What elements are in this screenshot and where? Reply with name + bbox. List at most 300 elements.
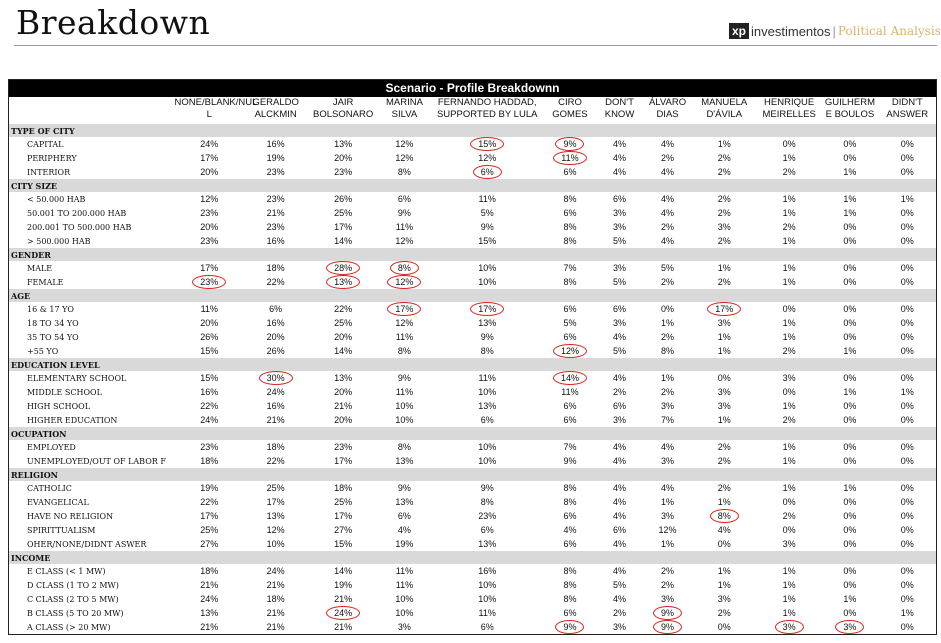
table-cell: 3%	[717, 401, 731, 411]
column-header: CIRO GOMES	[552, 97, 588, 120]
table-cell: 19%	[266, 153, 285, 163]
category-row	[9, 248, 936, 261]
table-cell: 2%	[717, 208, 731, 218]
table-cell: 4%	[661, 442, 675, 452]
table-cell: 21%	[200, 580, 219, 590]
table-cell	[379, 275, 430, 289]
table-row	[9, 440, 936, 454]
table-cell: 0%	[843, 580, 857, 590]
table-cell: 11%	[478, 608, 496, 618]
table-cell: 8%	[397, 346, 411, 356]
brand-logo	[729, 23, 941, 39]
table-row	[9, 344, 936, 358]
table-cell: 18%	[334, 483, 353, 493]
row-label: 18 TO 34 YO	[27, 318, 79, 328]
table-cell: 10%	[478, 277, 497, 287]
table-cell: 0%	[843, 263, 857, 273]
breakdown-table-frame	[8, 79, 937, 635]
category-label: RELIGION	[9, 468, 936, 481]
table-cell: 8%	[563, 566, 577, 576]
table-cell: 18%	[200, 566, 219, 576]
highlight-circle: 13%	[326, 275, 360, 289]
table-cell: 4%	[613, 566, 627, 576]
row-label: OHER/NONE/DIDNT ASWER	[27, 539, 147, 549]
table-cell: 0%	[900, 318, 914, 328]
table-cell: 24%	[200, 415, 219, 425]
table-cell: 12%	[478, 153, 497, 163]
table-cell: 2%	[613, 608, 627, 618]
logo-text: investimentos	[751, 23, 831, 39]
table-cell: 20%	[334, 387, 353, 397]
table-row	[9, 578, 936, 592]
table-cell: 11%	[478, 194, 496, 204]
table-cell: 4%	[717, 525, 731, 535]
row-label: FEMALE	[27, 277, 64, 287]
table-cell: 12%	[658, 525, 677, 535]
table-cell: 0%	[900, 401, 914, 411]
table-cell: 0%	[900, 483, 914, 493]
table-cell: 4%	[613, 442, 627, 452]
table-cell: 11%	[478, 373, 496, 383]
table-cell: 2%	[717, 167, 731, 177]
table-cell: 0%	[900, 346, 914, 356]
table-cell: 1%	[782, 277, 796, 287]
table-cell: 22%	[266, 277, 285, 287]
table-cell: 15%	[200, 346, 219, 356]
table-cell: 1%	[900, 194, 914, 204]
table-cell: 22%	[200, 497, 219, 507]
table-cell: 3%	[661, 511, 675, 521]
table-cell: 5%	[613, 277, 627, 287]
table-cell: 2%	[782, 346, 796, 356]
table-cell: 23%	[200, 236, 219, 246]
table-cell: 8%	[397, 167, 411, 177]
table-cell: 0%	[900, 539, 914, 549]
table-cell: 1%	[717, 566, 731, 576]
table-cell: 6%	[563, 415, 577, 425]
table-cell: 0%	[843, 236, 857, 246]
table-row	[9, 523, 936, 537]
table-cell: 4%	[661, 139, 675, 149]
table-cell: 20%	[334, 415, 353, 425]
table-cell	[430, 302, 544, 316]
table-cell: 18%	[266, 594, 285, 604]
table-cell: 3%	[661, 594, 675, 604]
table-cell: 17%	[334, 511, 353, 521]
highlight-circle: 17%	[470, 302, 504, 316]
table-cell: 14%	[334, 236, 353, 246]
column-header: NONE/BLANK/NUL L	[174, 97, 258, 120]
table-row	[9, 192, 936, 206]
table-cell	[644, 606, 692, 620]
table-cell: 8%	[563, 222, 577, 232]
category-label: GENDER	[9, 248, 936, 261]
table-cell: 1%	[782, 566, 796, 576]
table-row	[9, 330, 936, 344]
table-cell: 12%	[395, 139, 414, 149]
table-cell: 6%	[480, 415, 494, 425]
table-cell: 0%	[843, 222, 857, 232]
table-cell: 17%	[334, 456, 353, 466]
table-cell: 0%	[843, 456, 857, 466]
table-row	[9, 537, 936, 551]
table-cell: 4%	[613, 167, 627, 177]
table-cell: 4%	[613, 139, 627, 149]
table-cell: 16%	[200, 387, 219, 397]
table-cell: 17%	[200, 263, 219, 273]
table-cell: 3%	[782, 539, 796, 549]
table-cell: 13%	[478, 318, 497, 328]
table-cell: 1%	[661, 318, 675, 328]
highlight-circle: 30%	[259, 371, 293, 385]
table-cell: 0%	[900, 497, 914, 507]
row-label: UNEMPLOYED/OUT OF LABOR F	[27, 456, 166, 466]
table-cell: 4%	[613, 373, 627, 383]
table-cell: 1%	[717, 346, 731, 356]
table-row	[9, 137, 936, 151]
table-row	[9, 165, 936, 179]
table-cell: 0%	[843, 277, 857, 287]
table-row	[9, 495, 936, 509]
table-cell: 8%	[480, 497, 494, 507]
table-cell: 16%	[266, 139, 285, 149]
table-cell: 6%	[397, 511, 411, 521]
table-cell: 1%	[661, 373, 675, 383]
table-cell: 2%	[661, 277, 675, 287]
column-header: FERNANDO HADDAD, SUPPORTED BY LULA	[436, 97, 538, 120]
table-cell: 13%	[266, 511, 285, 521]
table-cell: 0%	[782, 525, 796, 535]
table-cell: 2%	[782, 415, 796, 425]
table-cell: 15%	[200, 373, 219, 383]
table-cell: 1%	[782, 236, 796, 246]
table-cell: 4%	[613, 539, 627, 549]
table-cell: 21%	[266, 608, 285, 618]
table-cell: 8%	[563, 236, 577, 246]
table-cell: 2%	[661, 332, 675, 342]
table-cell: 11%	[395, 222, 414, 232]
table-cell: 1%	[782, 456, 796, 466]
table-cell: 0%	[900, 580, 914, 590]
title-divider	[14, 45, 937, 46]
table-cell: 0%	[900, 511, 914, 521]
table-cell: 2%	[782, 167, 796, 177]
table-cell: 21%	[266, 580, 285, 590]
table-cell: 5%	[661, 263, 675, 273]
table-cell: 12%	[395, 318, 414, 328]
table-cell: 5%	[613, 580, 627, 590]
table-cell: 14%	[334, 566, 353, 576]
table-cell: 11%	[395, 387, 414, 397]
table-cell: 9%	[480, 332, 494, 342]
row-label: SPIRITTUALISM	[27, 525, 96, 535]
row-label: INTERIOR	[27, 167, 71, 177]
table-cell: 2%	[782, 222, 796, 232]
table-cell: 22%	[200, 401, 219, 411]
column-header: DON'T KNOW	[604, 97, 635, 120]
table-cell: 26%	[200, 332, 219, 342]
table-cell: 23%	[266, 167, 285, 177]
table-cell: 14%	[334, 346, 353, 356]
table-cell: 13%	[395, 497, 414, 507]
highlight-circle: 17%	[387, 302, 421, 316]
table-cell: 15%	[334, 539, 353, 549]
table-cell: 1%	[843, 387, 857, 397]
table-cell: 20%	[334, 153, 353, 163]
highlight-circle: 9%	[555, 620, 584, 634]
table-cell: 2%	[717, 277, 731, 287]
table-cell	[430, 165, 544, 179]
table-cell: 1%	[717, 497, 731, 507]
table-cell: 1%	[717, 263, 731, 273]
table-cell: 0%	[900, 332, 914, 342]
table-cell: 1%	[782, 608, 796, 618]
table-cell	[644, 620, 692, 634]
row-label: HIGH SCHOOL	[27, 401, 91, 411]
table-cell: 1%	[717, 139, 731, 149]
table-cell: 1%	[782, 208, 796, 218]
table-cell: 2%	[717, 456, 731, 466]
table-body	[9, 124, 936, 634]
table-cell: 8%	[563, 594, 577, 604]
table-cell: 1%	[782, 483, 796, 493]
table-cell: 4%	[661, 194, 675, 204]
row-label: ELEMENTARY SCHOOL	[27, 373, 127, 383]
row-label: D CLASS (1 TO 2 MW)	[27, 580, 119, 590]
table-cell	[307, 261, 379, 275]
table-cell: 10%	[478, 580, 497, 590]
table-cell	[821, 620, 878, 634]
table-cell: 1%	[900, 608, 914, 618]
table-cell: 10%	[395, 608, 414, 618]
table-cell	[379, 302, 430, 316]
table-cell: 0%	[900, 208, 914, 218]
category-row	[9, 427, 936, 440]
table-cell: 9%	[397, 373, 411, 383]
table-row	[9, 481, 936, 495]
row-label: E CLASS (< 1 MW)	[27, 566, 106, 576]
table-row	[9, 606, 936, 620]
table-cell: 12%	[266, 525, 285, 535]
table-cell	[244, 371, 307, 385]
table-cell: 23%	[266, 194, 285, 204]
category-row	[9, 358, 936, 371]
logo-subtitle: Political Analysis	[837, 24, 941, 38]
table-row	[9, 454, 936, 468]
table-cell: 0%	[900, 236, 914, 246]
table-cell: 6%	[563, 332, 577, 342]
table-cell: 2%	[717, 236, 731, 246]
row-label-header	[9, 97, 175, 124]
table-row	[9, 206, 936, 220]
table-cell: 16%	[266, 401, 285, 411]
highlight-circle: 3%	[775, 620, 804, 634]
table-cell: 10%	[395, 401, 414, 411]
table-cell: 4%	[661, 483, 675, 493]
table-cell: 21%	[266, 415, 285, 425]
table-cell: 16%	[478, 566, 497, 576]
category-label: CITY SIZE	[9, 179, 936, 192]
table-cell: 8%	[661, 346, 675, 356]
table-cell: 0%	[843, 497, 857, 507]
highlight-circle: 23%	[192, 275, 226, 289]
table-cell: 6%	[480, 622, 494, 632]
table-cell: 18%	[266, 263, 285, 273]
table-cell: 3%	[613, 318, 627, 328]
table-cell: 5%	[613, 346, 627, 356]
highlight-circle: 12%	[387, 275, 421, 289]
table-cell: 10%	[478, 442, 497, 452]
table-row	[9, 234, 936, 248]
table-cell: 6%	[480, 525, 494, 535]
table-cell: 1%	[782, 594, 796, 604]
table-cell: 20%	[200, 222, 219, 232]
highlight-circle: 15%	[470, 137, 504, 151]
table-cell: 6%	[613, 194, 627, 204]
table-row	[9, 261, 936, 275]
row-label: A CLASS (> 20 MW)	[27, 622, 111, 632]
table-cell: 1%	[843, 208, 857, 218]
table-cell: 5%	[563, 318, 577, 328]
table-cell: 6%	[613, 401, 627, 411]
table-cell: 2%	[613, 387, 627, 397]
table-cell: 9%	[397, 208, 411, 218]
row-label: CATHOLIC	[27, 483, 72, 493]
table-cell: 0%	[717, 622, 731, 632]
table-cell: 2%	[661, 387, 675, 397]
table-cell: 10%	[478, 387, 497, 397]
table-cell: 0%	[900, 222, 914, 232]
table-cell: 11%	[395, 332, 414, 342]
table-cell: 10%	[266, 539, 285, 549]
table-cell: 4%	[613, 497, 627, 507]
table-cell: 4%	[613, 332, 627, 342]
table-cell: 11%	[200, 304, 218, 314]
table-cell: 0%	[843, 153, 857, 163]
scenario-header: Scenario - Profile Breakdownn	[9, 80, 936, 97]
table-cell: 18%	[266, 442, 285, 452]
table-cell: 25%	[334, 318, 353, 328]
table-cell: 0%	[900, 139, 914, 149]
column-header: MANUELA D'ÁVILA	[701, 97, 748, 120]
category-label: TYPE OF CITY	[9, 124, 936, 137]
table-row	[9, 399, 936, 413]
table-cell: 24%	[266, 387, 285, 397]
table-cell: 21%	[266, 622, 285, 632]
table-cell: 24%	[200, 139, 219, 149]
column-header: GUILHERM E BOULOS	[824, 97, 875, 120]
table-row	[9, 385, 936, 399]
column-header: GERALDO ALCKMIN	[252, 97, 299, 120]
table-cell: 3%	[613, 415, 627, 425]
table-cell: 2%	[717, 194, 731, 204]
table-cell	[544, 620, 595, 634]
table-cell: 0%	[900, 622, 914, 632]
table-cell: 13%	[395, 456, 414, 466]
table-cell: 12%	[395, 236, 414, 246]
table-cell: 6%	[563, 539, 577, 549]
row-label: > 500.000 HAB	[27, 236, 91, 246]
table-cell: 3%	[613, 622, 627, 632]
table-cell: 8%	[563, 483, 577, 493]
table-cell	[544, 151, 595, 165]
table-cell: 13%	[478, 539, 497, 549]
table-cell: 24%	[266, 566, 285, 576]
table-cell: 0%	[782, 304, 796, 314]
table-row	[9, 220, 936, 234]
table-cell: 11%	[395, 580, 414, 590]
table-cell: 6%	[613, 304, 627, 314]
table-cell: 6%	[563, 511, 577, 521]
table-cell: 21%	[334, 594, 353, 604]
table-cell: 21%	[334, 401, 353, 411]
table-cell: 25%	[334, 208, 353, 218]
highlight-circle: 8%	[390, 261, 419, 275]
row-label: PERIPHERY	[27, 153, 77, 163]
page-title: Breakdown	[16, 3, 211, 42]
table-cell: 3%	[613, 263, 627, 273]
table-cell: 20%	[334, 332, 353, 342]
table-cell: 8%	[480, 346, 494, 356]
highlight-circle: 9%	[653, 606, 682, 620]
highlight-circle: 14%	[553, 371, 587, 385]
column-header: MARINA SILVA	[385, 97, 423, 120]
table-cell: 0%	[900, 153, 914, 163]
row-label: B CLASS (5 TO 20 MW)	[27, 608, 124, 618]
column-header: DIDN'T ANSWER	[886, 97, 929, 120]
category-row	[9, 179, 936, 192]
table-cell: 4%	[563, 525, 577, 535]
table-cell: 23%	[334, 167, 353, 177]
table-cell: 0%	[843, 539, 857, 549]
table-cell: 20%	[200, 167, 219, 177]
table-cell: 0%	[661, 304, 675, 314]
table-cell: 11%	[395, 566, 414, 576]
table-cell: 6%	[563, 401, 577, 411]
table-cell: 0%	[717, 539, 731, 549]
table-cell	[430, 137, 544, 151]
table-cell: 24%	[200, 594, 219, 604]
table-cell: 6%	[269, 304, 283, 314]
highlight-circle: 3%	[835, 620, 864, 634]
table-cell: 19%	[334, 580, 353, 590]
column-header: HENRIQUE MEIRELLES	[762, 97, 816, 120]
table-cell: 1%	[717, 415, 731, 425]
table-cell: 25%	[200, 525, 219, 535]
table-cell: 6%	[563, 208, 577, 218]
table-cell: 23%	[478, 511, 497, 521]
table-cell: 1%	[782, 580, 796, 590]
table-cell: 0%	[843, 415, 857, 425]
table-cell: 3%	[717, 594, 731, 604]
table-cell: 5%	[613, 236, 627, 246]
table-cell: 0%	[843, 566, 857, 576]
table-cell	[692, 509, 757, 523]
table-cell: 10%	[478, 263, 497, 273]
table-cell: 20%	[200, 318, 219, 328]
table-cell: 13%	[334, 139, 353, 149]
table-cell: 27%	[334, 525, 353, 535]
table-cell: 13%	[334, 373, 353, 383]
highlight-circle: 8%	[710, 509, 739, 523]
logo-separator: |	[832, 23, 836, 39]
table-cell: 7%	[563, 442, 577, 452]
table-cell	[307, 275, 379, 289]
table-cell: 2%	[717, 608, 731, 618]
table-cell: 0%	[900, 373, 914, 383]
table-cell: 6%	[563, 304, 577, 314]
table-cell: 6%	[397, 194, 411, 204]
